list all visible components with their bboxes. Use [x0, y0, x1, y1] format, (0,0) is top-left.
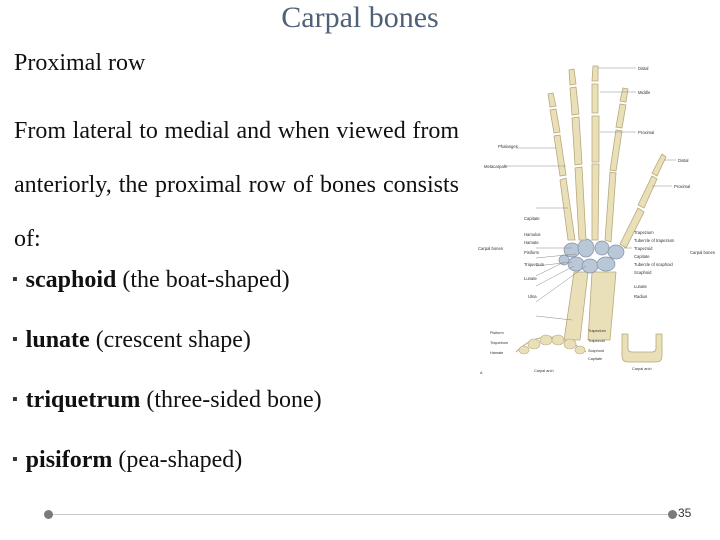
label-triquetrum: Triquetrum [524, 262, 545, 267]
inset-right-caption: Carpal arch [632, 367, 652, 371]
inset-label-pisiform: Pisiform [490, 331, 504, 335]
label-hamate: Hamate [524, 240, 539, 245]
label-carpal-right: Carpal bones [690, 250, 715, 255]
bullet-icon: ▪ [12, 391, 18, 408]
inset-label-trapezoid: Trapezoid [588, 339, 605, 343]
section-heading: Proximal row [14, 50, 146, 76]
inset-caption: Carpal arch [534, 369, 554, 373]
inset-label-hamate: Hamate [490, 351, 504, 355]
list-item [12, 438, 322, 498]
label-trapezium: Trapezium [634, 230, 654, 235]
metacarpals-group [560, 164, 644, 248]
label-middle: Middle [638, 90, 651, 95]
list-item [12, 378, 322, 438]
inset-label-capitate: Capitate [588, 357, 603, 361]
bone-description: (pea-shaped) [112, 447, 243, 473]
label-scaphoid: Scaphoid [634, 270, 652, 275]
carpal-tunnel-inset [622, 334, 662, 371]
figure-labels-right [634, 66, 715, 299]
label-capitate-left: Capitate [524, 216, 540, 221]
footer-dot-right [668, 510, 677, 519]
bone-list [12, 258, 322, 498]
label-phalanges: Phalanges [498, 144, 518, 149]
bullet-icon: ▪ [12, 331, 18, 348]
page-number: 35 [678, 506, 692, 520]
label-distal: Distal [638, 66, 649, 71]
inset-label-trapezium: Trapezium [588, 329, 606, 333]
bullet-icon: ▪ [12, 451, 18, 468]
label-trapezoid: Trapezoid [634, 246, 653, 251]
inset-label-scaphoid: Scaphoid [588, 349, 604, 353]
bone-description: (crescent shape) [89, 327, 251, 353]
ulna-bone [564, 272, 588, 340]
label-lunate-right: Lunate [634, 284, 647, 289]
panel-letter: A [480, 371, 483, 375]
label-carpal-left: Carpal bones [478, 246, 503, 251]
list-item [12, 258, 322, 318]
label-ulna: Ulna [528, 294, 537, 299]
label-distal-thumb: Distal [678, 158, 689, 163]
figure-labels-left [478, 144, 545, 299]
hand-skeleton-illustration [476, 40, 720, 380]
carpal-arch-inset [480, 329, 606, 375]
label-pisiform: Pisiform [524, 250, 540, 255]
bone-term: lunate [25, 327, 90, 353]
slide-title: Carpal bones [281, 1, 439, 34]
label-tubercle-scaphoid: Tubercle of scaphoid [634, 262, 673, 267]
label-radius: Radius [634, 294, 648, 299]
bone-description: (three-sided bone) [140, 387, 322, 413]
label-metacarpals: Metacarpals [484, 164, 507, 169]
footer-divider [48, 514, 678, 515]
carpal-bones-group [559, 239, 624, 273]
bone-description: (the boat-shaped) [116, 267, 290, 293]
label-capitate-right: Capitate [634, 254, 650, 259]
label-hamulus: Hamulus [524, 232, 541, 237]
bone-term: triquetrum [25, 387, 141, 413]
bone-term: pisiform [25, 447, 113, 473]
intro-paragraph: From lateral to medial and when viewed from anteriorly, the proximal row of bones consists of: [14, 118, 459, 252]
label-proximal-thumb: Proximal [674, 184, 691, 189]
label-tubercle-trapezium: Tubercle of trapezium [634, 238, 675, 243]
label-proximal: Proximal [638, 130, 655, 135]
hand-skeleton-figure [476, 40, 720, 380]
bone-term: scaphoid [25, 267, 117, 293]
inset-label-triquetrum: Triquetrum [490, 341, 509, 345]
footer-dot-left [44, 510, 53, 519]
list-item [12, 318, 322, 378]
bullet-icon: ▪ [12, 271, 18, 288]
label-lunate-left: Lunate [524, 276, 537, 281]
